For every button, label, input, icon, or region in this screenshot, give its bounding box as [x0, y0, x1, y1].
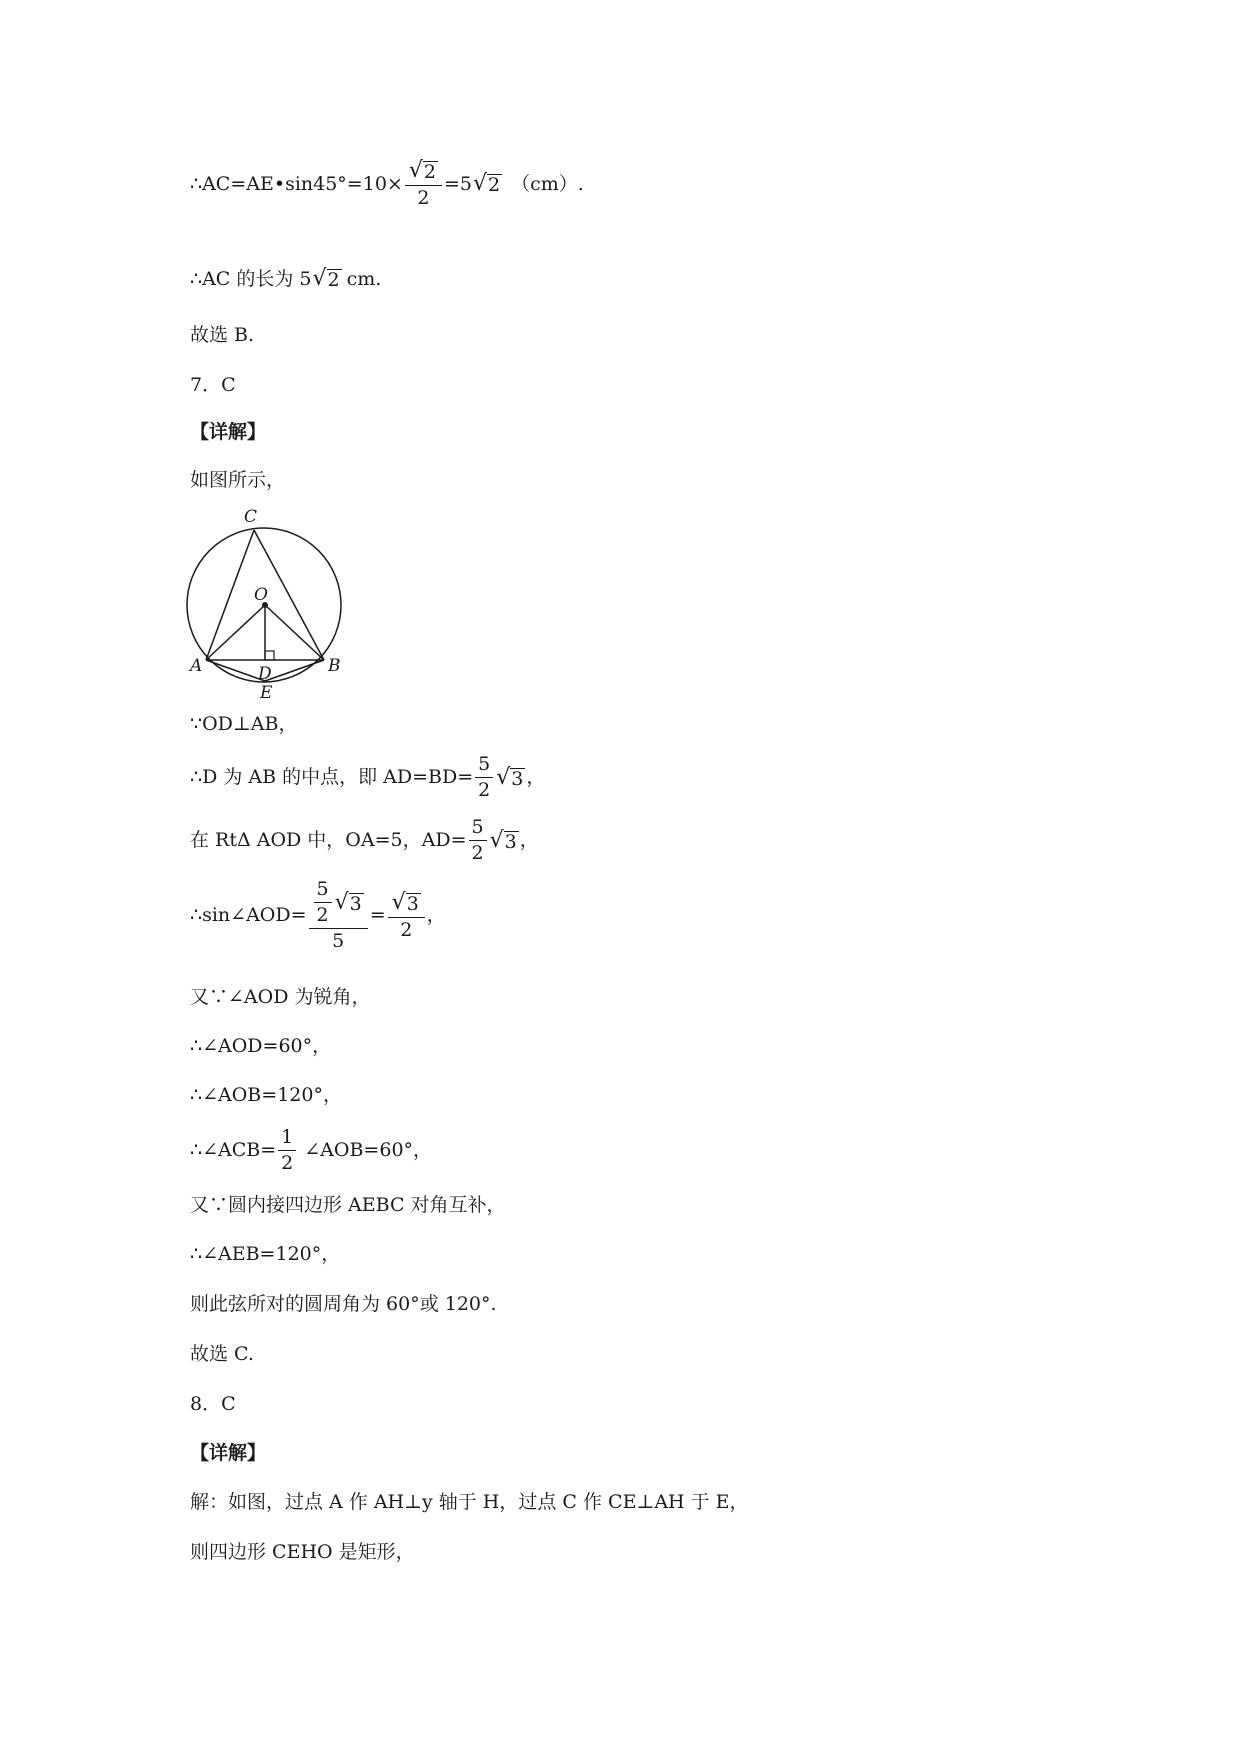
solution-line-3: 故选 B.: [190, 324, 255, 346]
question-number-8: 8．C: [190, 1393, 236, 1415]
text: =5: [443, 172, 472, 195]
segment-ca: [206, 530, 254, 660]
solution-line-18: 故选 C.: [190, 1343, 254, 1365]
text: ∴AC=AE•sin45°=10×: [190, 172, 403, 195]
solution-line-13: ∴∠AOB=120°，: [190, 1084, 342, 1106]
text: ∴sin∠AOD=: [190, 904, 307, 926]
text: ，: [526, 766, 546, 788]
right-angle-mark: [265, 651, 274, 660]
solution-line-12: ∴∠AOD=60°，: [190, 1035, 332, 1057]
segment-be: [265, 660, 324, 681]
solution-line-17: 则此弦所对的圆周角为 60°或 120°.: [190, 1293, 497, 1315]
text: ∴∠ACB=: [190, 1139, 277, 1161]
inner-fraction: $\frac{5}{2}$: [314, 880, 332, 925]
fraction: $\frac{5}{2}$: [475, 755, 493, 800]
solution-line-15: 又∵圆内接四边形 AEBC 对角互补，: [190, 1194, 506, 1216]
solution-line-16: ∴∠AEB=120°，: [190, 1243, 341, 1265]
fraction: √ 2 2: [405, 160, 442, 208]
fraction: $\frac{5}{2}$: [469, 818, 487, 863]
text: （cm）.: [511, 172, 584, 195]
text: cm.: [346, 267, 382, 290]
label-d: D: [258, 664, 272, 684]
solution-line-1: [190, 160, 584, 208]
solution-line-7: ∵OD⊥AB，: [190, 713, 298, 735]
label-b: B: [328, 656, 341, 676]
solution-line-11: 又∵∠AOD 为锐角，: [190, 986, 371, 1008]
text: ∴AC 的长为 5: [190, 267, 312, 290]
solution-line-14: [190, 1128, 432, 1173]
text: ，: [426, 904, 446, 926]
solution-line-22: 则四边形 CEHO 是矩形，: [190, 1541, 415, 1563]
fraction: √ 3 2: [388, 892, 425, 940]
label-o: O: [254, 585, 268, 605]
text: ∠AOB=60°，: [304, 1139, 433, 1161]
sqrt: √ 2: [312, 266, 340, 291]
compound-fraction: $\frac{5}{2}$ √ 3 5: [309, 880, 368, 951]
fraction: $\frac{1}{2}$: [278, 1128, 296, 1173]
solution-line-10: [190, 880, 446, 951]
solution-line-21: 解：如图，过点 A 作 AH⊥y 轴于 H，过点 C 作 CE⊥AH 于 E，: [190, 1491, 749, 1513]
label-a: A: [190, 656, 203, 676]
question-number-7: 7．C: [190, 374, 236, 396]
text: 在 RtΔ AOD 中，OA=5，AD=: [190, 829, 467, 851]
sqrt: √ 2: [408, 158, 436, 183]
sqrt: √ 3: [489, 827, 517, 853]
label-e: E: [260, 683, 273, 700]
text: =: [369, 904, 386, 926]
sqrt: √ 3: [391, 889, 419, 915]
text: ，: [519, 829, 539, 851]
text: ∴D 为 AB 的中点，即 AD=BD=: [190, 766, 474, 788]
sqrt: √ 2: [472, 171, 501, 196]
detail-heading-2: 【详解】: [190, 1442, 267, 1464]
solution-line-8: [190, 755, 545, 800]
label-c: C: [244, 507, 258, 527]
solution-line-9: [190, 818, 539, 863]
circle-diagram: [178, 500, 358, 700]
detail-heading: 【详解】: [190, 421, 267, 443]
segment-oa: [206, 605, 265, 660]
segment-ae: [206, 660, 265, 681]
sqrt: √ 3: [334, 889, 362, 915]
sqrt: √ 3: [496, 764, 524, 790]
solution-line-2: [190, 268, 381, 290]
solution-line-6: 如图所示，: [190, 469, 286, 491]
